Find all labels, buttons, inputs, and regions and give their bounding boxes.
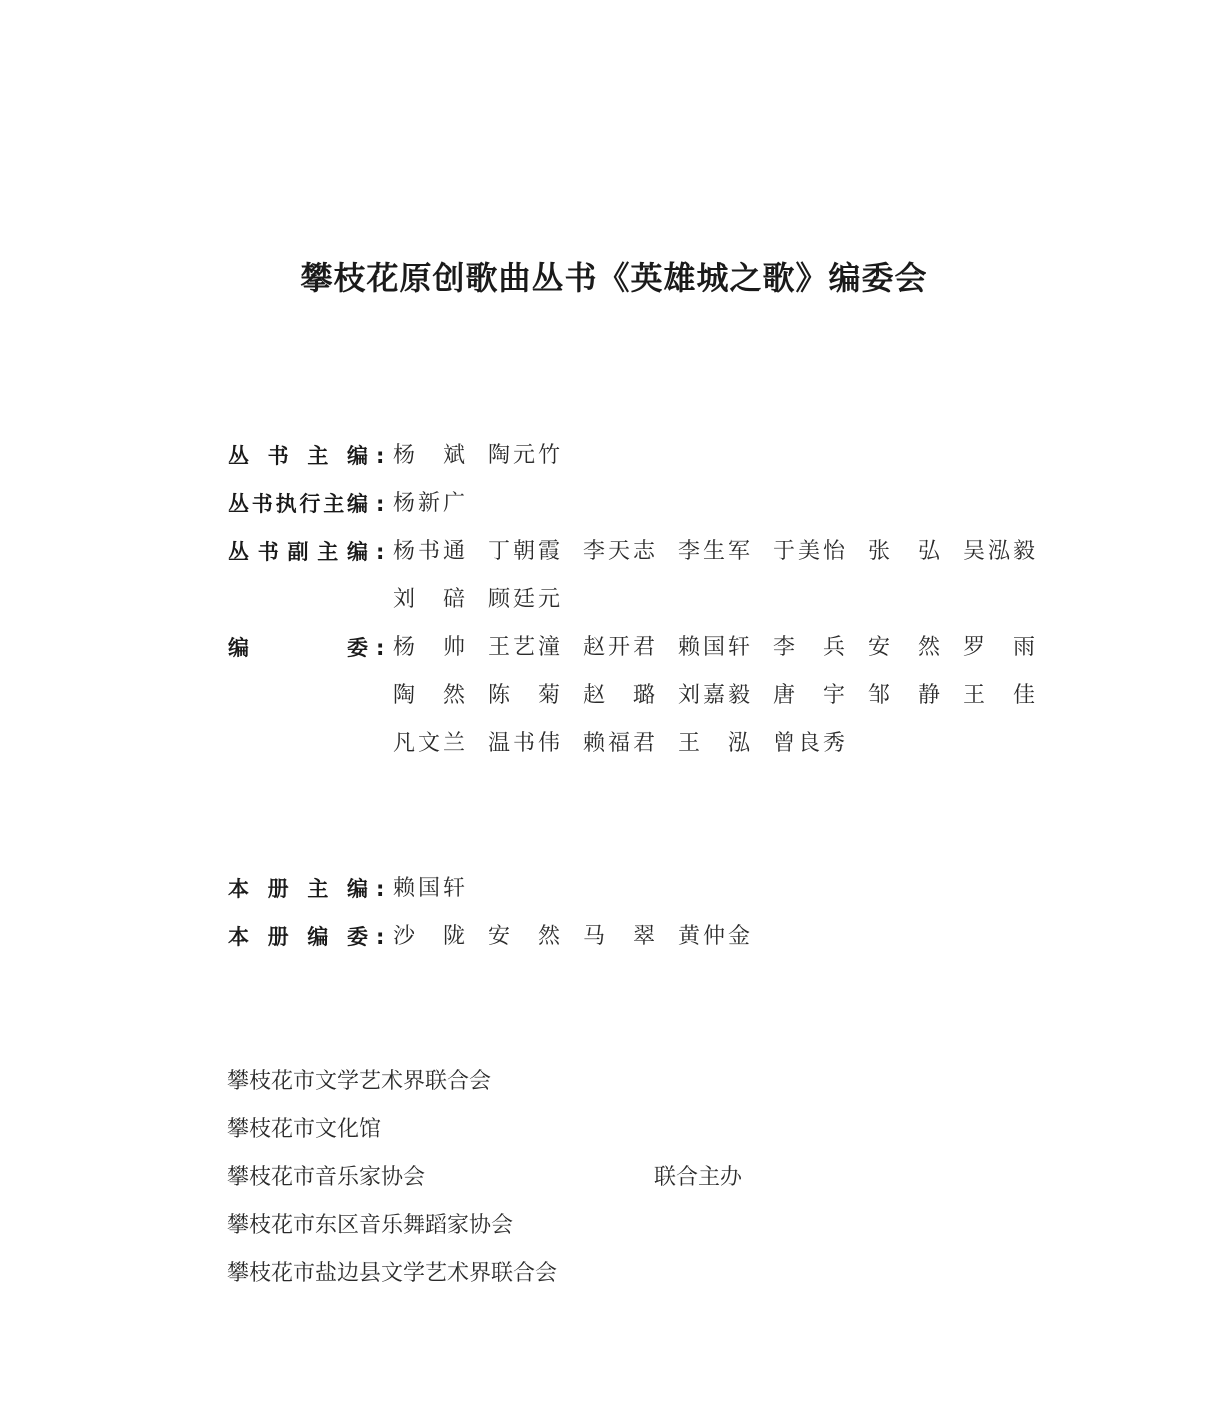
organizer-name: 攀枝花市盐边县文学艺术界联合会 bbox=[227, 1261, 558, 1286]
name-list bbox=[393, 720, 868, 768]
role-char: 主 bbox=[323, 492, 345, 516]
role-char: 丛 bbox=[228, 444, 249, 468]
person-name: 赖国轩 bbox=[678, 635, 750, 660]
role-char: 本 bbox=[228, 925, 249, 949]
organizers-note: 联合主办 bbox=[654, 1165, 743, 1190]
role-char: 主 bbox=[307, 877, 329, 901]
role-char: 编 bbox=[346, 444, 368, 468]
person-name: 陈菊 bbox=[488, 683, 560, 708]
person-name: 马翠 bbox=[583, 924, 655, 949]
role-char: 主 bbox=[317, 540, 339, 564]
role-char: 执 bbox=[275, 492, 297, 516]
role-colon: : bbox=[376, 636, 385, 660]
person-name: 刘碚 bbox=[393, 587, 465, 612]
person-name: 邹静 bbox=[868, 683, 940, 708]
person-name: 赵璐 bbox=[583, 683, 655, 708]
role-char: 册 bbox=[267, 877, 289, 901]
person-name: 王佳 bbox=[963, 683, 1035, 708]
person-name: 凡文兰 bbox=[393, 731, 465, 756]
person-name: 赵开君 bbox=[583, 635, 655, 660]
role-colon: : bbox=[376, 492, 385, 516]
role-char: 编 bbox=[307, 925, 329, 949]
person-name: 李天志 bbox=[583, 539, 655, 564]
person-name: 王艺潼 bbox=[488, 635, 560, 660]
role-char: 书 bbox=[257, 540, 279, 564]
name-list bbox=[393, 865, 488, 913]
name-list bbox=[393, 576, 583, 624]
person-name: 顾廷元 bbox=[488, 587, 560, 612]
role-colon: : bbox=[376, 444, 385, 468]
credit-role-label bbox=[228, 913, 368, 961]
role-char: 编 bbox=[228, 636, 249, 660]
organizer-name: 攀枝花市文化馆 bbox=[227, 1117, 382, 1142]
role-char: 本 bbox=[228, 877, 249, 901]
person-name: 李生军 bbox=[678, 539, 750, 564]
person-name: 黄仲金 bbox=[678, 924, 750, 949]
role-char: 委 bbox=[346, 925, 368, 949]
person-name: 赖福君 bbox=[583, 731, 655, 756]
role-char: 编 bbox=[346, 877, 368, 901]
person-name: 吴泓毅 bbox=[963, 539, 1035, 564]
organizer-name: 攀枝花市东区音乐舞蹈家协会 bbox=[227, 1213, 514, 1238]
page-title: 攀枝花原创歌曲丛书《英雄城之歌》编委会 bbox=[300, 259, 928, 297]
name-list bbox=[393, 432, 583, 480]
credit-role-label bbox=[228, 624, 368, 672]
person-name: 安然 bbox=[488, 924, 560, 949]
role-char: 行 bbox=[299, 492, 321, 516]
role-char: 册 bbox=[267, 925, 289, 949]
organizer-name: 攀枝花市音乐家协会 bbox=[227, 1165, 426, 1190]
person-name: 罗雨 bbox=[963, 635, 1035, 660]
name-list bbox=[393, 480, 488, 528]
organizer-name: 攀枝花市文学艺术界联合会 bbox=[227, 1069, 492, 1094]
role-char: 书 bbox=[267, 444, 289, 468]
role-char: 主 bbox=[307, 444, 329, 468]
person-name: 曾良秀 bbox=[773, 731, 845, 756]
person-name: 刘嘉毅 bbox=[678, 683, 750, 708]
credit-role-label bbox=[228, 480, 368, 528]
person-name: 沙陇 bbox=[393, 924, 465, 949]
person-name: 安然 bbox=[868, 635, 940, 660]
person-name: 丁朝霞 bbox=[488, 539, 560, 564]
name-list bbox=[393, 624, 1058, 672]
credit-role-label bbox=[228, 528, 368, 576]
name-list bbox=[393, 528, 1058, 576]
role-char: 副 bbox=[287, 540, 309, 564]
person-name: 赖国轩 bbox=[393, 876, 465, 901]
person-name: 杨书通 bbox=[393, 539, 465, 564]
person-name: 陶元竹 bbox=[488, 443, 560, 468]
role-colon: : bbox=[376, 540, 385, 564]
person-name: 王泓 bbox=[678, 731, 750, 756]
person-name: 杨斌 bbox=[393, 443, 465, 468]
person-name: 陶然 bbox=[393, 683, 465, 708]
credit-role-label bbox=[228, 865, 368, 913]
role-char: 编 bbox=[346, 492, 368, 516]
role-char: 丛 bbox=[228, 492, 249, 516]
role-char: 书 bbox=[251, 492, 273, 516]
role-char: 丛 bbox=[228, 540, 249, 564]
person-name: 唐宇 bbox=[773, 683, 845, 708]
person-name: 张弘 bbox=[868, 539, 940, 564]
role-char: 委 bbox=[347, 636, 368, 660]
credit-role-label bbox=[228, 432, 368, 480]
name-list bbox=[393, 913, 773, 961]
role-colon: : bbox=[376, 925, 385, 949]
person-name: 李兵 bbox=[773, 635, 845, 660]
role-colon: : bbox=[376, 877, 385, 901]
person-name: 杨新广 bbox=[393, 491, 465, 516]
person-name: 杨帅 bbox=[393, 635, 465, 660]
role-char: 编 bbox=[347, 540, 368, 564]
name-list bbox=[393, 672, 1058, 720]
person-name: 温书伟 bbox=[488, 731, 560, 756]
person-name: 于美怡 bbox=[773, 539, 845, 564]
